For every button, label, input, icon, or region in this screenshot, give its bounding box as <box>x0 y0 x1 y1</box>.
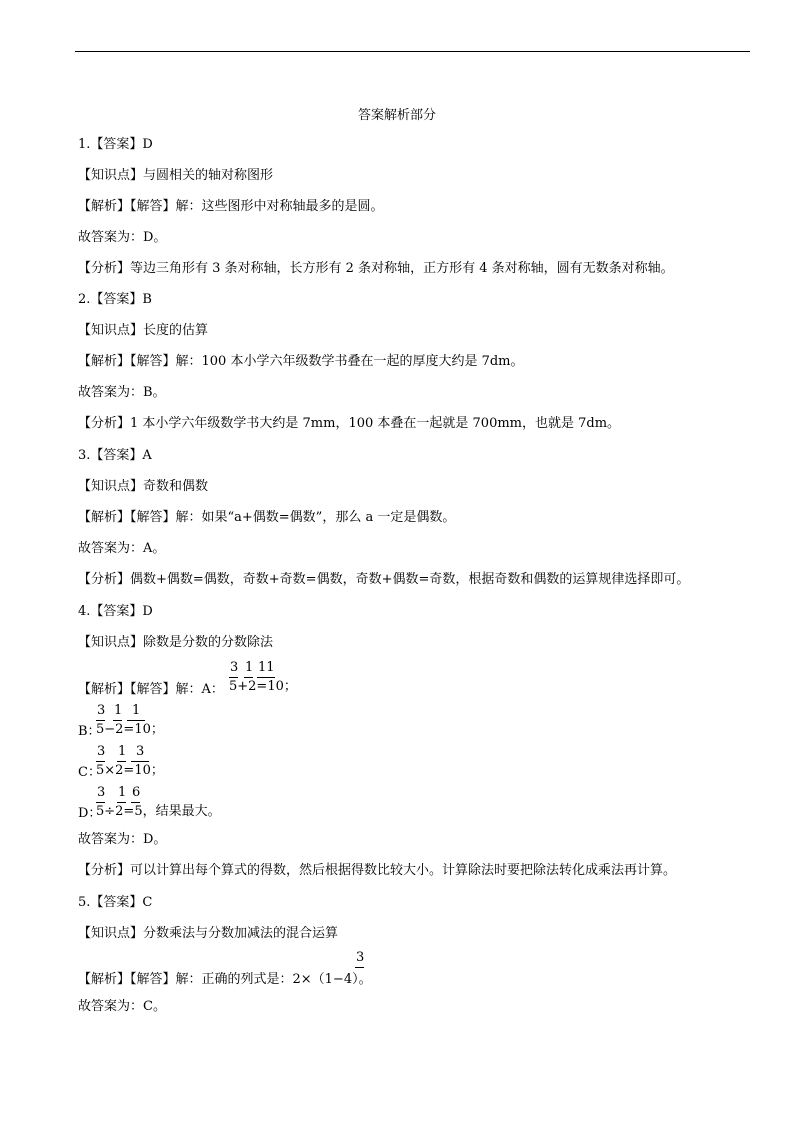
q5-knowledge: 【知识点】分数乘法与分数加减法的混合运算 <box>78 926 339 941</box>
q4-b-fraction-bar-2 <box>113 720 122 721</box>
q4-d-label: D： <box>78 806 102 821</box>
q5-fraction-bar <box>355 967 364 968</box>
q4-knowledge: 【知识点】除数是分数的分数除法 <box>78 635 274 650</box>
q5-answer: 5.【答案】C <box>78 895 153 910</box>
q4-a-numerator-1: 3 <box>230 660 239 675</box>
q4-d-expression: 5÷2=5，结果最大。 <box>96 804 221 819</box>
q4-solution-prefix: 【解析】【解答】解：A： <box>78 682 224 697</box>
q4-a-numerator-2: 1 <box>245 660 254 675</box>
q4-a-fraction-bar-1 <box>229 677 238 678</box>
q4-analysis: 【分析】可以计算出每个算式的得数，然后根据得数比较大小。计算除法时要把除法转化成乘法再计算。 <box>78 863 677 878</box>
q1-solution: 【解析】【解答】解：这些图形中对称轴最多的是圆。 <box>78 199 384 214</box>
page-title: 答案解析部分 <box>357 108 436 123</box>
q5-solution: 【解析】【解答】解：正确的列式是：2×（1−4）。 <box>78 972 372 987</box>
q4-a-numerator-3: 11 <box>258 660 275 675</box>
q4-c-label: C： <box>78 765 101 780</box>
q4-b-numerator-3: 1 <box>132 703 141 718</box>
q1-analysis: 【分析】等边三角形有 3 条对称轴，长方形有 2 条对称轴，正方形有 4 条对称轴，圆有无数条对称轴。 <box>78 261 674 276</box>
q2-conclusion: 故答案为：B。 <box>78 385 166 400</box>
q2-knowledge: 【知识点】长度的估算 <box>78 323 209 338</box>
q4-d-fraction-bar-1 <box>96 802 105 803</box>
q4-c-fraction-bar-1 <box>96 761 105 762</box>
q4-d-numerator-2: 1 <box>118 785 127 800</box>
q2-solution: 【解析】【解答】解：100 本小学六年级数学书叠在一起的厚度大约是 7dm。 <box>78 354 524 369</box>
q4-c-numerator-1: 3 <box>97 744 106 759</box>
q4-a-fraction-bar-3 <box>257 677 275 678</box>
q4-c-numerator-2: 1 <box>118 744 127 759</box>
q4-b-fraction-bar-1 <box>96 720 105 721</box>
q4-b-expression: 5−2=10； <box>96 722 164 737</box>
q3-knowledge: 【知识点】奇数和偶数 <box>78 479 209 494</box>
q4-b-label: B： <box>78 724 101 739</box>
q3-analysis: 【分析】偶数+偶数=偶数，奇数+奇数=偶数，奇数+偶数=奇数，根据奇数和偶数的运算规律选择即可。 <box>78 572 690 587</box>
header-rule <box>75 51 750 52</box>
q4-d-fraction-bar-2 <box>117 802 126 803</box>
q4-c-numerator-3: 3 <box>136 744 145 759</box>
q4-d-numerator-3: 6 <box>132 785 141 800</box>
q4-c-fraction-bar-3 <box>131 761 149 762</box>
q5-conclusion: 故答案为：C。 <box>78 999 166 1014</box>
q4-conclusion: 故答案为：D。 <box>78 832 167 847</box>
q4-b-numerator-2: 1 <box>114 703 123 718</box>
q3-conclusion: 故答案为：A。 <box>78 541 166 556</box>
q4-d-fraction-bar-3 <box>131 802 140 803</box>
q3-solution: 【解析】【解答】解：如果“a+偶数=偶数”，那么 a 一定是偶数。 <box>78 510 456 525</box>
q4-c-fraction-bar-2 <box>117 761 126 762</box>
q4-b-fraction-bar-3 <box>127 720 145 721</box>
q2-analysis: 【分析】1 本小学六年级数学书大约是 7mm，100 本叠在一起就是 700mm，也就是 7dm。 <box>78 416 621 431</box>
q1-knowledge: 【知识点】与圆相关的轴对称图形 <box>78 168 274 183</box>
q5-numerator: 3 <box>356 950 365 965</box>
q4-a-expression: 5+2=10； <box>229 679 297 694</box>
q4-answer: 4.【答案】D <box>78 604 153 619</box>
q4-b-numerator-1: 3 <box>97 703 106 718</box>
q4-a-fraction-bar-2 <box>244 677 253 678</box>
q2-answer: 2.【答案】B <box>78 292 152 307</box>
q4-d-numerator-1: 3 <box>97 785 106 800</box>
q1-answer: 1.【答案】D <box>78 137 153 152</box>
q1-conclusion: 故答案为：D。 <box>78 230 167 245</box>
q4-c-expression: 5×2=10； <box>96 763 164 778</box>
q3-answer: 3.【答案】A <box>78 448 152 463</box>
